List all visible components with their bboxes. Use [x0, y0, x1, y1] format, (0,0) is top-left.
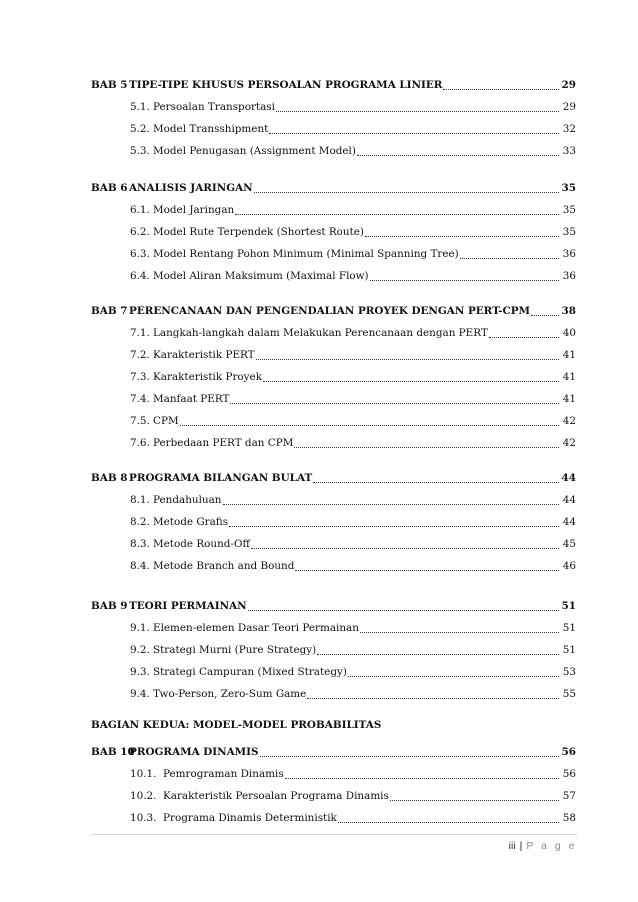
entry-title: CPM — [153, 415, 179, 427]
dot-leader — [230, 403, 559, 404]
entry-number: 9.2. — [130, 644, 150, 656]
dot-leader — [251, 548, 559, 549]
entry-title: PROGRAMA DINAMIS — [129, 746, 259, 758]
toc-section-entry[interactable] — [130, 96, 576, 114]
entry-title: Elemen-elemen Dasar Teori Permainan — [153, 622, 359, 634]
entry-number: BAB 5 — [91, 79, 128, 91]
entry-number: 9.4. — [130, 688, 150, 700]
entry-page-number: 40 — [562, 327, 576, 339]
dot-leader — [360, 632, 559, 633]
entry-number: BAB 6 — [91, 182, 128, 194]
dot-leader — [348, 676, 559, 677]
entry-title: Programa Dinamis Deterministik — [163, 812, 337, 824]
entry-number: BAB 10 — [91, 746, 135, 758]
toc-section-entry[interactable] — [130, 366, 576, 384]
entry-page-number: 55 — [562, 688, 576, 700]
entry-title: Karakteristik Proyek — [153, 371, 262, 383]
entry-title: Langkah-langkah dalam Melakukan Perencanaan dengan PERT — [153, 327, 488, 339]
entry-number: 8.3. — [130, 538, 150, 550]
dot-leader — [295, 570, 559, 571]
dot-leader — [248, 610, 559, 611]
entry-title: Persoalan Transportasi — [153, 101, 275, 113]
toc-section-entry[interactable] — [130, 785, 576, 803]
entry-number: 5.1. — [130, 101, 150, 113]
toc-chapter-entry[interactable] — [91, 74, 576, 92]
part-heading: BAGIAN KEDUA: MODEL-MODEL PROBABILITAS — [91, 719, 382, 731]
entry-title: Metode Branch and Bound — [153, 560, 295, 572]
dot-leader — [460, 258, 559, 259]
toc-section-entry[interactable] — [130, 661, 576, 679]
toc-section-entry[interactable] — [130, 265, 576, 283]
toc-section-entry[interactable] — [130, 617, 576, 635]
entry-title: Model Aliran Maksimum (Maximal Flow) — [153, 270, 369, 282]
entry-page-number: 32 — [562, 123, 576, 135]
toc-section-entry[interactable] — [130, 410, 576, 428]
footer-page-label: P a g e — [526, 840, 577, 852]
entry-number: BAB 7 — [91, 305, 128, 317]
toc-section-entry[interactable] — [130, 322, 576, 340]
dot-leader — [443, 89, 558, 90]
entry-page-number: 33 — [562, 145, 576, 157]
entry-page-number: 36 — [562, 248, 576, 260]
dot-leader — [260, 756, 559, 757]
dot-leader — [269, 133, 559, 134]
entry-number: 10.2. — [130, 790, 157, 802]
toc-section-entry[interactable] — [130, 763, 576, 781]
footer-page-number: iii — [508, 840, 516, 852]
entry-page-number: 51 — [561, 600, 576, 612]
dot-leader — [313, 482, 558, 483]
entry-page-number: 29 — [562, 101, 576, 113]
footer-divider — [91, 834, 577, 835]
toc-section-entry[interactable] — [130, 221, 576, 239]
toc-chapter-entry[interactable] — [91, 467, 576, 485]
dot-leader — [256, 359, 559, 360]
entry-title: Metode Grafis — [153, 516, 229, 528]
entry-page-number: 35 — [562, 226, 576, 238]
entry-number: 8.1. — [130, 494, 150, 506]
dot-leader — [229, 526, 559, 527]
entry-number: 8.2. — [130, 516, 150, 528]
toc-chapter-entry[interactable] — [91, 300, 576, 318]
dot-leader — [180, 425, 559, 426]
entry-page-number: 51 — [562, 644, 576, 656]
entry-number: 5.3. — [130, 145, 150, 157]
dot-leader — [276, 111, 559, 112]
entry-number: 6.1. — [130, 204, 150, 216]
toc-chapter-entry[interactable] — [91, 595, 576, 613]
entry-page-number: 53 — [562, 666, 576, 678]
entry-title: Pendahuluan — [153, 494, 222, 506]
entry-title: Metode Round-Off — [153, 538, 250, 550]
entry-number: 5.2. — [130, 123, 150, 135]
entry-page-number: 45 — [562, 538, 576, 550]
entry-page-number: 44 — [561, 472, 576, 484]
toc-section-entry[interactable] — [130, 807, 576, 825]
entry-title: ANALISIS JARINGAN — [129, 182, 253, 194]
dot-leader — [390, 800, 559, 801]
entry-title: Strategi Campuran (Mixed Strategy) — [153, 666, 347, 678]
toc-section-entry[interactable] — [130, 140, 576, 158]
entry-number: 6.3. — [130, 248, 150, 260]
entry-title: TIPE-TIPE KHUSUS PERSOALAN PROGRAMA LINIER — [129, 79, 443, 91]
toc-section-entry[interactable] — [130, 555, 576, 573]
toc-chapter-entry[interactable] — [91, 177, 576, 195]
entry-number: 7.5. — [130, 415, 150, 427]
toc-section-entry[interactable] — [130, 489, 576, 507]
entry-title: PROGRAMA BILANGAN BULAT — [129, 472, 313, 484]
entry-page-number: 42 — [562, 415, 576, 427]
entry-title: Karakteristik Persoalan Programa Dinamis — [163, 790, 389, 802]
entry-page-number: 56 — [562, 768, 576, 780]
entry-title: Model Rute Terpendek (Shortest Route) — [153, 226, 364, 238]
dot-leader — [307, 698, 559, 699]
dot-leader — [317, 654, 559, 655]
entry-page-number: 41 — [562, 349, 576, 361]
entry-page-number: 38 — [561, 305, 576, 317]
entry-number: 10.3. — [130, 812, 157, 824]
toc-section-entry[interactable] — [130, 388, 576, 406]
entry-number: 7.3. — [130, 371, 150, 383]
toc-section-entry[interactable] — [130, 639, 576, 657]
entry-number: 7.2. — [130, 349, 150, 361]
entry-page-number: 46 — [562, 560, 576, 572]
entry-number: 9.3. — [130, 666, 150, 678]
dot-leader — [254, 192, 559, 193]
entry-number: BAB 9 — [91, 600, 128, 612]
entry-number: 7.4. — [130, 393, 150, 405]
toc-section-entry[interactable] — [130, 118, 576, 136]
dot-leader — [263, 381, 559, 382]
toc-section-entry[interactable] — [130, 683, 576, 701]
entry-title: Perbedaan PERT dan CPM — [153, 437, 294, 449]
entry-number: 7.6. — [130, 437, 150, 449]
entry-number: 6.4. — [130, 270, 150, 282]
entry-title: Strategi Murni (Pure Strategy) — [153, 644, 317, 656]
entry-number: BAB 8 — [91, 472, 128, 484]
toc-section-entry[interactable] — [130, 344, 576, 362]
dot-leader — [489, 337, 559, 338]
entry-title: Model Rentang Pohon Minimum (Minimal Spanning Tree) — [153, 248, 459, 260]
entry-page-number: 58 — [562, 812, 576, 824]
dot-leader — [365, 236, 559, 237]
dot-leader — [235, 214, 559, 215]
toc-section-entry[interactable] — [130, 511, 576, 529]
entry-page-number: 56 — [561, 746, 576, 758]
entry-number: 8.4. — [130, 560, 150, 572]
entry-page-number: 51 — [562, 622, 576, 634]
entry-number: 10.1. — [130, 768, 157, 780]
dot-leader — [223, 504, 560, 505]
entry-title: TEORI PERMAINAN — [129, 600, 247, 612]
entry-title: Model Transshipment — [153, 123, 269, 135]
toc-section-entry[interactable] — [130, 533, 576, 551]
toc-chapter-entry[interactable] — [91, 741, 576, 759]
dot-leader — [370, 280, 559, 281]
dot-leader — [531, 315, 558, 316]
entry-title: Two-Person, Zero-Sum Game — [153, 688, 307, 700]
toc-section-entry[interactable] — [130, 199, 576, 217]
footer-separator: | — [519, 840, 523, 852]
dot-leader — [285, 778, 559, 779]
entry-title: Model Jaringan — [153, 204, 235, 216]
entry-title: Model Penugasan (Assignment Model) — [153, 145, 356, 157]
entry-number: 9.1. — [130, 622, 150, 634]
entry-page-number: 35 — [562, 204, 576, 216]
entry-number: 6.2. — [130, 226, 150, 238]
entry-title: PERENCANAAN DAN PENGENDALIAN PROYEK DENGAN PERT-CPM — [129, 305, 531, 317]
entry-page-number: 57 — [562, 790, 576, 802]
entry-title: Manfaat PERT — [153, 393, 230, 405]
dot-leader — [294, 447, 559, 448]
dot-leader — [338, 822, 559, 823]
entry-page-number: 44 — [562, 516, 576, 528]
entry-page-number: 29 — [561, 79, 576, 91]
toc-section-entry[interactable] — [130, 243, 576, 261]
page-footer — [509, 840, 577, 852]
entry-title: Pemrograman Dinamis — [163, 768, 284, 780]
entry-page-number: 44 — [562, 494, 576, 506]
entry-title: Karakteristik PERT — [153, 349, 255, 361]
entry-number: 7.1. — [130, 327, 150, 339]
dot-leader — [357, 155, 559, 156]
toc-section-entry[interactable] — [130, 432, 576, 450]
entry-page-number: 41 — [562, 371, 576, 383]
entry-page-number: 35 — [561, 182, 576, 194]
entry-page-number: 36 — [562, 270, 576, 282]
entry-page-number: 41 — [562, 393, 576, 405]
entry-page-number: 42 — [562, 437, 576, 449]
